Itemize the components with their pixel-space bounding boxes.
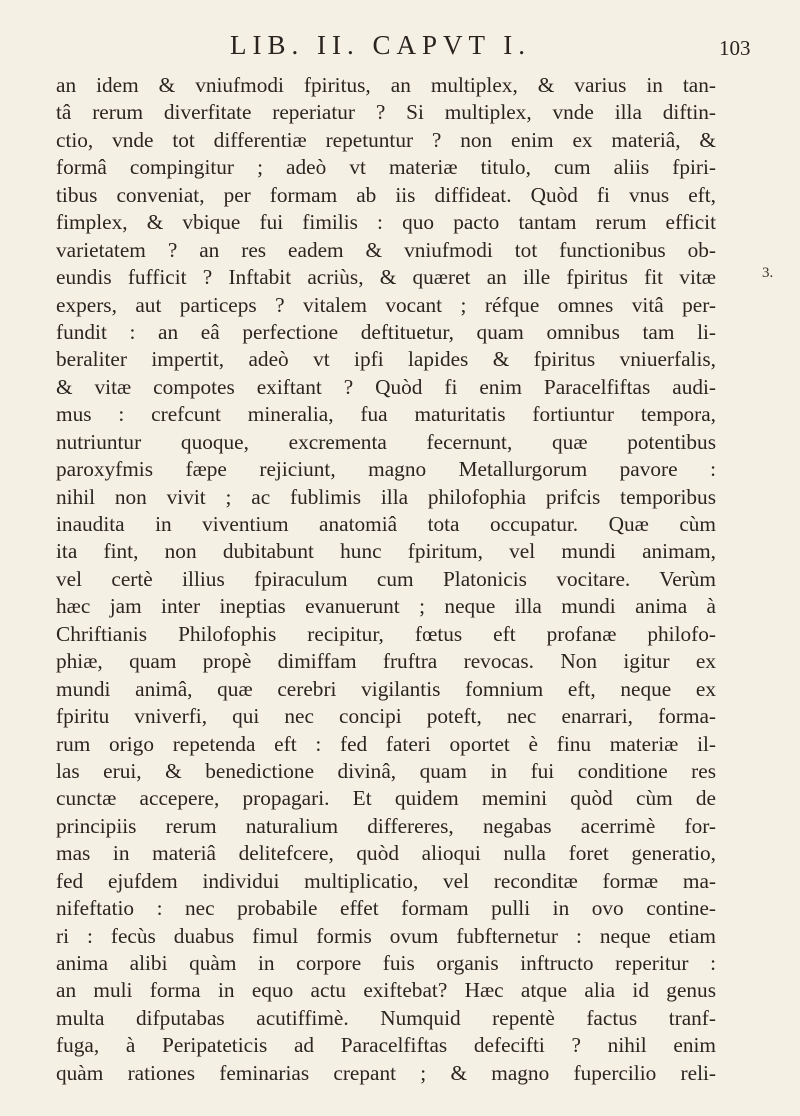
text-line: anima alibi quàm in corpore fuis organis inftructo reperitur : xyxy=(56,951,716,975)
page-header xyxy=(0,22,800,62)
text-line: principiis rerum naturalium differeres, negabas acerrimè for- xyxy=(56,813,716,838)
text-line: fimplex, & vbique fui fimilis : quo pacto tantam rerum efficit xyxy=(56,210,716,235)
text-line: mundi animâ, quæ cerebri vigilantis fomnium eft, neque ex xyxy=(56,676,716,701)
text-line: quàm rationes feminarias crepant ; & magno fupercilio reli- xyxy=(56,1060,716,1085)
text-line: phiæ, quam propè dimiffam fruftra revocas. Non igitur ex xyxy=(56,649,716,674)
text-line: multa difputabas acutiffimè. Numquid repentè factus tranf- xyxy=(56,1005,716,1030)
text-line: rum origo repetenda eft : fed fateri oportet è finu materiæ il- xyxy=(56,731,716,756)
margin-note: 3. xyxy=(762,265,774,281)
text-line: fuga, à Peripateticis ad Paracelfiftas defecifti ? nihil enim xyxy=(56,1033,716,1058)
running-head: LIB. II. CAPVT I. xyxy=(230,30,531,60)
text-line: hæc jam inter ineptias evanuerunt ; neque illa mundi anima à xyxy=(56,594,716,619)
text-line: an idem & vniufmodi fpiritus, an multiplex, & varius in tan- xyxy=(56,73,716,97)
text-line: nihil non vivit ; ac fublimis illa philofophia prifcis temporibus xyxy=(56,484,716,509)
text-line: ctio, vnde tot differentiæ repetuntur ? non enim ex materiâ, & xyxy=(56,127,716,152)
text-line: fed ejufdem individui multiplicatio, vel reconditæ formæ ma- xyxy=(56,868,716,893)
body-text xyxy=(56,72,716,1087)
text-line: mus : crefcunt mineralia, fua maturitatis fortiuntur tempora, xyxy=(56,402,716,427)
text-line: formâ compingitur ; adeò vt materiæ titulo, cum aliis fpiri- xyxy=(56,155,716,180)
text-line: tâ rerum diverfitate reperiatur ? Si multiplex, vnde illa diftin- xyxy=(56,100,716,125)
text-line: nifeftatio : nec probabile effet formam pulli in ovo contine- xyxy=(56,896,716,921)
text-line: beraliter impertit, adeò vt ipfi lapides & fpiritus vniuerfalis, xyxy=(56,347,716,372)
text-line: las erui, & benedictione divinâ, quam in fui conditione res xyxy=(56,758,716,783)
text-line: eundis fufficit ? Inftabit acriùs, & quæret an ille fpiritus fit vitæ xyxy=(56,265,716,290)
text-line: Chriftianis Philofophis recipitur, fœtus eft profanæ philofo- xyxy=(56,621,716,646)
text-line: tibus conveniat, per formam ab iis diffideat. Quòd fi vnus eft, xyxy=(56,182,716,207)
page-number: 103 xyxy=(719,36,751,60)
text-line: inaudita in viventium anatomiâ tota occupatur. Quæ cùm xyxy=(56,512,716,536)
text-line: mas in materiâ delitefcere, quòd alioqui nulla foret generatio, xyxy=(56,841,716,866)
text-line: paroxyfmis fæpe rejiciunt, magno Metallurgorum pavore : xyxy=(56,457,716,482)
text-line: an muli forma in equo actu exiftebat? Hæc atque alia id genus xyxy=(56,978,716,1003)
text-line: cunctæ accepere, propagari. Et quidem memini quòd cùm de xyxy=(56,786,716,811)
text-line: nutriuntur quoque, excrementa fecernunt, quæ potentibus xyxy=(56,429,716,454)
text-line: vel certè illius fpiraculum cum Platonicis vocitare. Verùm xyxy=(56,566,716,591)
text-line: expers, aut particeps ? vitalem vocant ; réfque omnes vitâ per- xyxy=(56,292,716,317)
text-line: ita fint, non dubitabunt hunc fpiritum, vel mundi animam, xyxy=(56,539,716,564)
text-line: varietatem ? an res eadem & vniufmodi tot functionibus ob- xyxy=(56,237,716,262)
text-line: fpiritu vniverfi, qui nec concipi poteft, nec enarrari, forma- xyxy=(56,704,716,729)
text-line: & vitæ compotes exiftant ? Quòd fi enim Paracelfiftas audi- xyxy=(56,374,716,399)
text-line: ri : fecùs duabus fimul formis ovum fubfternetur : neque etiam xyxy=(56,923,716,948)
text-line: fundit : an eâ perfectione deftituetur, quam omnibus tam li- xyxy=(56,319,716,344)
